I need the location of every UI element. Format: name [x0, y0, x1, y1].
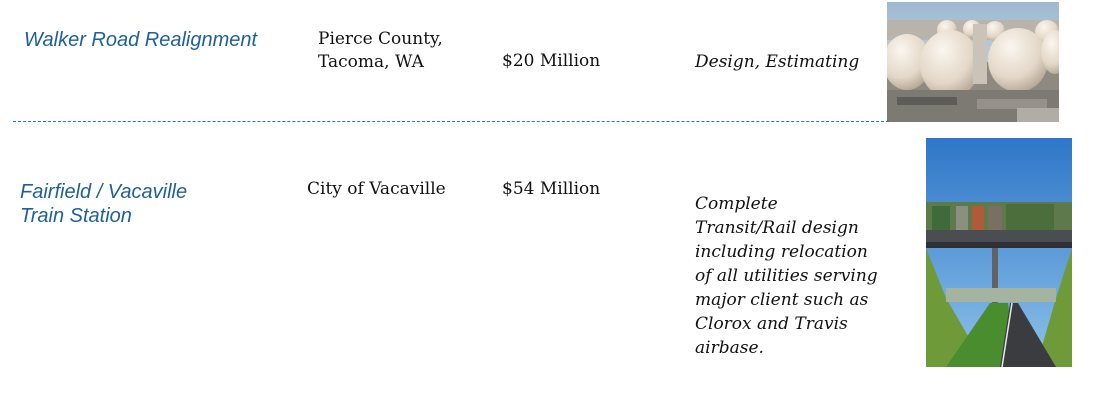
project-client: Pierce County, Tacoma, WA: [318, 29, 443, 72]
project-services: Complete Transit/Rail design including relocation of all utilities serving major client such as Clorox and Travis airbase.: [695, 194, 878, 358]
storage-domes-photo: [887, 2, 1059, 122]
train-bridge-photo: [926, 138, 1072, 367]
project-name: Fairfield / Vacaville Train Station: [20, 181, 188, 227]
project-value: $20 Million: [502, 51, 601, 71]
project-services: Design, Estimating: [695, 52, 860, 72]
project-name: Walker Road Realignment: [24, 29, 258, 51]
row-divider: [13, 121, 889, 122]
project-value: $54 Million: [502, 179, 601, 199]
project-client: City of Vacaville: [307, 179, 446, 199]
